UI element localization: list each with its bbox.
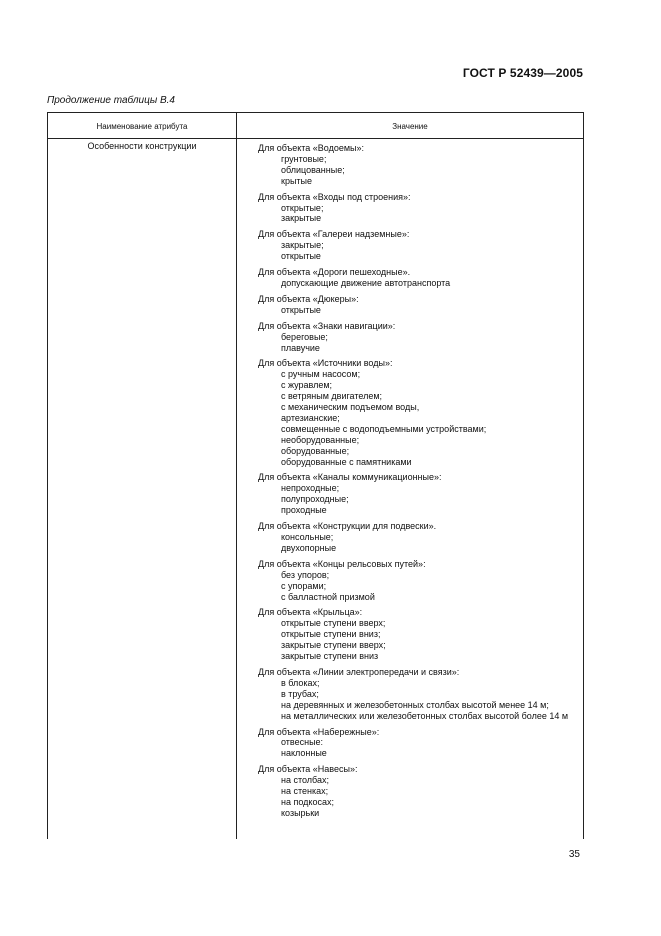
value-item: закрытые	[281, 213, 322, 224]
value-item: с журавлем;	[281, 380, 333, 391]
value-item: необорудованные;	[281, 434, 360, 445]
page-number: 35	[568, 849, 580, 860]
value-group	[258, 667, 579, 722]
value-item: с упорами;	[281, 580, 327, 591]
value-group-title: Для объекта «Набережные»:	[258, 726, 380, 737]
value-item: двухопорные	[281, 542, 337, 553]
column-divider	[236, 113, 237, 839]
value-group	[258, 192, 579, 225]
value-group	[258, 321, 579, 354]
value-group-title: Для объекта «Дюкеры»:	[258, 293, 359, 304]
value-item: открытые;	[281, 202, 324, 213]
value-group	[258, 607, 579, 662]
value-group	[258, 559, 579, 603]
value-item: в трубах;	[281, 688, 319, 699]
standard-designation: ГОСТ Р 52439—2005	[462, 66, 583, 80]
value-group	[258, 358, 579, 467]
value-item: облицованные;	[281, 164, 345, 175]
value-item: проходные	[281, 505, 327, 516]
value-group-title: Для объекта «Конструкции для подвески».	[258, 521, 437, 532]
value-item: совмещенные с водоподъемными устройствами;	[281, 423, 487, 434]
value-item: на стенках;	[281, 786, 329, 797]
value-item: отвесные:	[281, 737, 324, 748]
column-header-value: Значение	[392, 122, 428, 131]
value-item: закрытые ступени вверх;	[281, 640, 386, 651]
value-item: береговые;	[281, 331, 328, 342]
value-item: закрытые ступени вниз	[281, 651, 379, 662]
value-item: козырьки	[281, 807, 320, 818]
value-item: консольные;	[281, 532, 334, 542]
value-group	[258, 143, 579, 187]
value-item: открытые ступени вверх;	[281, 618, 386, 629]
value-item: открытые	[281, 251, 321, 262]
value-group	[258, 294, 579, 316]
value-item: открытые ступени вниз;	[281, 629, 381, 640]
value-item: непроходные;	[281, 483, 340, 494]
value-cell	[258, 143, 579, 824]
value-item: с механическим подъемом воды,	[281, 402, 420, 413]
value-item: без упоров;	[281, 569, 330, 580]
value-item: на деревянных и железобетонных столбах высотой менее 14 м;	[281, 699, 549, 710]
value-item: крытые	[281, 175, 313, 186]
table-caption: Продолжение таблицы В.4	[47, 95, 175, 106]
value-item: наклонные	[281, 748, 327, 759]
value-item: допускающие движение автотранспорта	[281, 277, 451, 288]
value-item: оборудованные с памятниками	[281, 456, 412, 467]
value-group-title: Для объекта «Галереи надземные»:	[258, 229, 410, 240]
header-divider	[48, 138, 583, 139]
value-item: на металлических или железобетонных столбах высотой более 14 м	[281, 710, 569, 721]
value-item: оборудованные;	[281, 445, 350, 456]
value-group-title: Для объекта «Линии электропередачи и связи»:	[258, 666, 460, 677]
value-item: с ветряным двигателем;	[281, 391, 383, 402]
value-item: с балластной призмой	[281, 591, 375, 602]
value-group	[258, 764, 579, 819]
value-item: открытые	[281, 304, 321, 315]
value-group-title: Для объекта «Дороги пешеходные».	[258, 267, 411, 278]
value-group	[258, 267, 579, 289]
value-item: артезианские;	[281, 412, 340, 423]
column-header-attribute: Наименование атрибута	[96, 122, 188, 131]
value-group	[258, 472, 579, 516]
value-group-title: Для объекта «Каналы коммуникационные»:	[258, 472, 442, 483]
value-group-title: Для объекта «Концы рельсовых путей»:	[258, 558, 426, 569]
value-group-title: Для объекта «Крыльца»:	[258, 607, 363, 618]
value-item: на подкосах;	[281, 796, 334, 807]
value-group-title: Для объекта «Знаки навигации»:	[258, 320, 396, 331]
value-group	[258, 229, 579, 262]
value-item: полупроходные;	[281, 494, 349, 505]
value-item: на столбах;	[281, 775, 330, 786]
value-group-title: Для объекта «Навесы»:	[258, 764, 358, 775]
value-group-title: Для объекта «Водоемы»:	[258, 143, 365, 153]
value-group	[258, 727, 579, 760]
value-group-title: Для объекта «Источники воды»:	[258, 358, 393, 369]
value-item: плавучие	[281, 342, 320, 353]
value-item: в блоках;	[281, 677, 320, 688]
value-item: с ручным насосом;	[281, 369, 361, 380]
value-group-title: Для объекта «Входы под строения»:	[258, 191, 411, 202]
value-item: грунтовые;	[281, 153, 327, 164]
value-group	[258, 521, 579, 554]
attribute-name-cell: Особенности конструкции	[87, 141, 197, 151]
attribute-table	[47, 112, 584, 839]
value-item: закрытые;	[281, 240, 324, 251]
